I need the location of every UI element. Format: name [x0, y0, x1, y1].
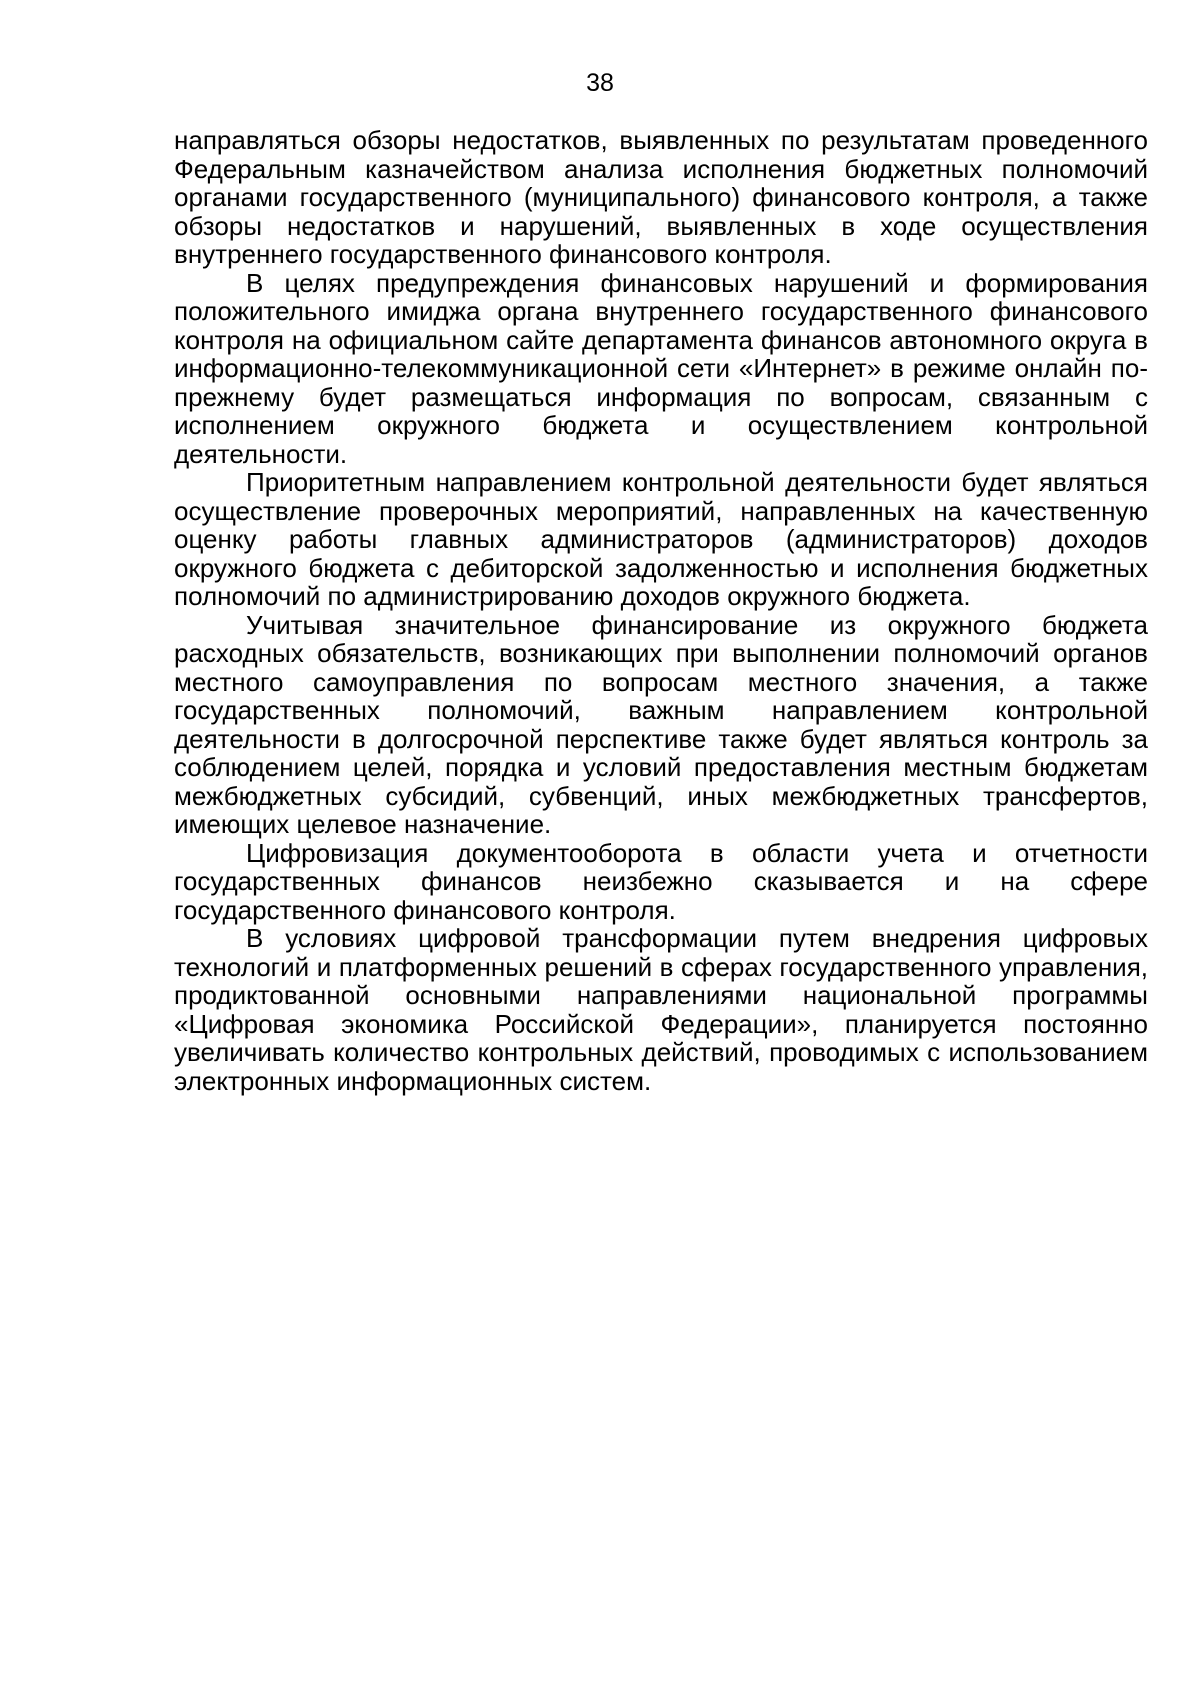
paragraph-priority: Приоритетным направлением контрольной деятельности будет являться осуществление проверочных мероприятий, направленных на качественную оценку работы главных администраторов (администраторов) доходов окружного бюджета с дебиторской задолженностью и исполнения бюджетных полномочий по администрированию доходов окружного бюджета.: [174, 467, 1148, 611]
paragraph-local-budgets: Учитывая значительное финансирование из окружного бюджета расходных обязательств, возникающих при выполнении полномочий органов местного самоуправления по вопросам местного значения, а также государственных полномочий, важным направлением контрольной деятельности в долгосрочной перспективе также будет являться контроль за соблюдением целей, порядка и условий предоставления местным бюджетам межбюджетных субсидий, субвенций, иных межбюджетных трансфертов, имеющих целевое назначение.: [174, 609, 1148, 839]
page-number: 38: [586, 69, 614, 97]
document-body: [174, 126, 1148, 1095]
paragraph-digitalization: Цифровизация документооборота в области учета и отчетности государственных финансов неизбежно сказывается и на сфере государственного финансового контроля.: [174, 837, 1148, 925]
paragraph-prevention: В целях предупреждения финансовых нарушений и формирования положительного имиджа органа внутреннего государственного финансового контроля на официальном сайте департамента финансов автономного округа в информационно-телекоммуникационной сети «Интернет» в режиме онлайн по-прежнему будет размещаться информация по вопросам, связанным с исполнением окружного бюджета и осуществлением контрольной деятельности.: [174, 267, 1148, 469]
paragraph-digital-transformation: В условиях цифровой трансформации путем внедрения цифровых технологий и платформенных решений в сферах государственного управления, продиктованной основными направлениями национальной программы «Цифровая экономика Российской Федерации», планируется постоянно увеличивать количество контрольных действий, проводимых с использованием электронных информационных систем.: [174, 923, 1148, 1096]
paragraph-continuation: направляться обзоры недостатков, выявленных по результатам проведенного Федеральным казначейством анализа исполнения бюджетных полномочий органами государственного (муниципального) финансового контроля, а также обзоры недостатков и нарушений, выявленных в ходе осуществления внутреннего государственного финансового контроля.: [174, 125, 1148, 269]
